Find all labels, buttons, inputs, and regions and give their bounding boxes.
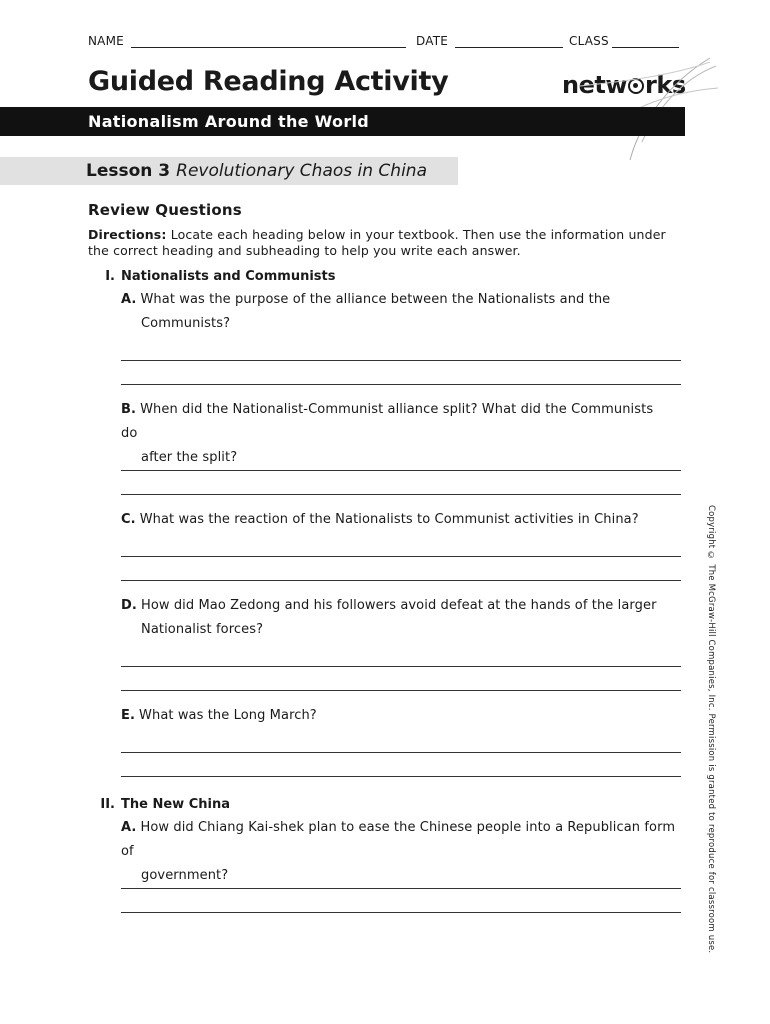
class-label: CLASS — [569, 34, 609, 48]
question-item — [121, 508, 666, 532]
question-letter: E. — [121, 708, 136, 723]
answer-line[interactable] — [121, 666, 681, 667]
directions-text: Locate each heading below in your textbook. Then use the information under the correct heading and subheading to help you write each answer. — [88, 227, 666, 258]
question-letter: D. — [121, 598, 137, 613]
question-text: How did Mao Zedong and his followers avoid defeat at the hands of the larger — [140, 598, 657, 613]
question-letter: B. — [121, 402, 137, 417]
question-text: When did the Nationalist-Communist alliance split? What did the Communists do — [121, 402, 654, 441]
unit-title: Nationalism Around the World — [88, 112, 370, 131]
page-title: Guided Reading Activity — [88, 66, 449, 97]
question-item — [121, 288, 666, 336]
question-text: How did Chiang Kai-shek plan to ease the Chinese people into a Republican form of — [121, 820, 676, 859]
answer-line[interactable] — [121, 752, 681, 753]
question-text: What was the Long March? — [139, 708, 317, 723]
question-text: What was the purpose of the alliance between the Nationalists and the — [140, 292, 611, 307]
copyright-notice: Copyright © The McGraw-Hill Companies, Inc. Permission is granted to reproduce for classroom use. — [706, 505, 716, 954]
answer-line[interactable] — [121, 580, 681, 581]
class-field[interactable] — [612, 47, 679, 48]
answer-line[interactable] — [121, 690, 681, 691]
section-numeral: I. — [105, 269, 115, 284]
answer-line[interactable] — [121, 470, 681, 471]
lesson-number: Lesson 3 — [86, 161, 171, 181]
question-item — [121, 398, 666, 470]
lesson-heading — [86, 161, 427, 181]
section-title: Nationalists and Communists — [121, 269, 336, 284]
section-heading — [81, 269, 336, 284]
answer-line[interactable] — [121, 494, 681, 495]
question-item — [121, 594, 666, 642]
answer-line[interactable] — [121, 776, 681, 777]
answer-line[interactable] — [121, 360, 681, 361]
question-text-continued: after the split? — [141, 450, 238, 465]
question-item — [121, 816, 681, 888]
date-field[interactable] — [455, 47, 563, 48]
section-title: The New China — [121, 797, 230, 812]
answer-line[interactable] — [121, 556, 681, 557]
question-item — [121, 704, 666, 728]
answer-line[interactable] — [121, 912, 681, 913]
name-label: NAME — [88, 34, 124, 48]
answer-line[interactable] — [121, 384, 681, 385]
question-text: What was the reaction of the Nationalists to Communist activities in China? — [139, 512, 639, 527]
question-text-continued: Nationalist forces? — [141, 622, 264, 637]
directions — [88, 227, 678, 259]
question-text-continued: Communists? — [141, 316, 231, 331]
directions-label: Directions: — [88, 227, 167, 242]
logo-text-end: rks — [645, 71, 686, 99]
question-letter: A. — [121, 292, 137, 307]
question-text-continued: government? — [141, 868, 229, 883]
question-letter: A. — [121, 820, 137, 835]
lesson-title: Revolutionary Chaos in China — [176, 161, 427, 181]
review-questions-heading: Review Questions — [88, 201, 242, 219]
question-letter: C. — [121, 512, 136, 527]
logo-text-start: netw — [562, 71, 628, 99]
section-numeral: II. — [100, 797, 115, 812]
answer-line[interactable] — [121, 888, 681, 889]
section-heading — [81, 797, 230, 812]
date-label: DATE — [416, 34, 449, 48]
name-field[interactable] — [131, 47, 406, 48]
